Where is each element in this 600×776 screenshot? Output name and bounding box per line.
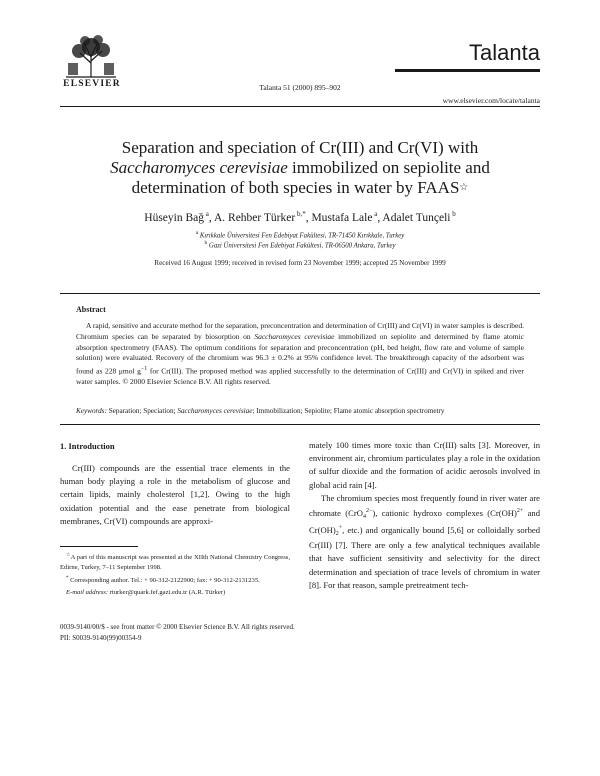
footnotes xyxy=(60,551,290,599)
footnote-conference xyxy=(60,551,290,572)
title-species-italic: Saccharomyces cerevisiae xyxy=(110,158,288,177)
journal-name: Talanta xyxy=(469,40,540,65)
elsevier-tree-logo xyxy=(60,33,122,85)
keywords-label: Keywords: xyxy=(76,407,107,415)
superscript: 2− xyxy=(365,508,373,515)
author-affiliation-mark[interactable]: b xyxy=(450,210,456,218)
keywords-species-italic: Saccharomyces cerevisiae xyxy=(177,407,253,415)
author-affiliation-mark[interactable]: a xyxy=(204,210,209,218)
keywords-part-2: ; Immobilization; Sepiolite; Flame atomic absorption spectrometry xyxy=(252,407,445,415)
affiliation-mark: b xyxy=(204,240,208,246)
title-line-3-text: determination of both species in water by FAAS xyxy=(131,178,460,197)
paragraph-text: , etc.) and organically bound [5,6] or colloidally sorbed Cr(III) [7]. There are only a few analytical techniques available that have sufficient sensitivity and selectivity for the direct determination and speciation of trace levels of chromium in water [8]. For that reason, sample pretreatment tech- xyxy=(309,524,540,590)
footnote-corresponding-text: Corresponding author. Tel.: + 90-312-2122900; fax: + 90-312-2131235. xyxy=(68,577,260,585)
subscript: 2 xyxy=(335,530,339,537)
title-line-1: Separation and speciation of Cr(III) and Cr(VI) with xyxy=(121,138,479,157)
footnote-email xyxy=(60,588,290,597)
abstract-unit-superscript: −1 xyxy=(140,366,148,373)
title-line-2 xyxy=(60,158,540,178)
tree-logo-icon xyxy=(60,33,122,79)
affiliation-mark: a xyxy=(195,230,199,236)
right-column xyxy=(309,439,540,592)
subscript: 4 xyxy=(362,513,366,520)
abstract-species-italic: Saccharomyces cerevisiae xyxy=(254,331,335,341)
title-line-3 xyxy=(60,178,540,198)
article-title xyxy=(60,138,540,198)
keywords xyxy=(76,407,524,415)
journal-citation: Talanta 51 (2000) 895–902 xyxy=(259,83,341,92)
affiliation-a xyxy=(0,230,600,239)
footnote-conference-text: A part of this manuscript was presented at the XIIth National Chemistry Congress, Edirne, Turkey, 7–11 September 1998. xyxy=(60,554,291,571)
header-divider xyxy=(60,106,540,107)
issn-block xyxy=(60,622,295,643)
superscript: + xyxy=(338,525,343,532)
abstract-heading: Abstract xyxy=(76,305,106,314)
footnote-star-mark: ☆ xyxy=(66,553,71,558)
affiliation-text: Gazi Üniversitesi Fen Edebiyat Fakültesi, TR-06500 Ankara, Turkey xyxy=(207,242,396,250)
journal-name-rule xyxy=(395,69,540,72)
email-label: E-mail address: xyxy=(66,588,109,596)
email-address[interactable]: rturker@quark.fef.gazi.edu.tr (A.R. Türker) xyxy=(108,588,226,596)
superscript: 2+ xyxy=(516,508,524,515)
author-affiliation-mark[interactable]: b,* xyxy=(295,210,306,218)
right-paragraph-2 xyxy=(309,492,540,592)
issn-line: 0039-9140/00/$ - see front matter © 2000 Elsevier Science B.V. All rights reserved. xyxy=(60,623,295,631)
pii-line: PII: S0039-9140(99)00354-9 xyxy=(60,633,142,642)
received-dates: Received 16 August 1999; received in revised form 23 November 1999; accepted 25 November 1999 xyxy=(154,259,446,267)
right-paragraph-1: mately 100 times more toxic than Cr(III) salts [3]. Moreover, in environment air, chromium particulates play a role in the oxidation of sulfur dioxide and the formation of acidic aerosols involved in global acid rain [4]. xyxy=(309,440,540,490)
left-column-paragraph: Cr(III) compounds are the essential trace elements in the human body playing a role in the metabolism of glucose and certain lipids, mainly cholesterol [1,2]. Owing to the high oxidation potential and the ease penetrate from biological membranes, Cr(VI) compounds are approxi- xyxy=(60,463,290,526)
abstract-part-2: immobilized on sepiolite and determined by flame atomic absorption spectrometry (FAAS). The optimum conditions for separation and preconcentration (pH, bed height, flow rate and volume of sample solution) were evaluated. Recovery of the chromium was 96.3 ± 0.2% at 95% confidence level. The breakthrough capacity of the adsorbent was found as 228 μmol g xyxy=(76,331,524,376)
affiliation-text: Kırıkkale Üniversitesi Fen Edebiyat Fakültesi, TR-71450 Kırıkkale, Turkey xyxy=(198,232,405,240)
author-name: , Mustafa Lale xyxy=(305,211,373,224)
abstract-top-divider xyxy=(60,293,540,294)
author-name: , Adalet Tunçeli xyxy=(377,211,451,224)
publisher-name: ELSEVIER xyxy=(63,79,121,89)
title-line-2-rest: immobilized on sepiolite and xyxy=(287,158,490,177)
section-heading-introduction: 1. Introduction xyxy=(60,441,115,451)
abstract-part-1: A rapid, sensitive and accurate method for the separation, preconcentration and determination of Cr(III) and Cr(VI) in water samples is described. Chromium species can be separated by biosorption on xyxy=(76,321,524,341)
footnote-divider xyxy=(60,546,138,547)
paragraph-text: The chromium species most frequently found in river water are chromate (CrO xyxy=(309,492,540,518)
journal-url[interactable]: www.elsevier.com/locate/talanta xyxy=(442,96,540,105)
abstract-text xyxy=(76,321,524,388)
paragraph-text: and Cr(OH) xyxy=(309,507,541,535)
author-affiliation-mark[interactable]: a xyxy=(372,210,378,218)
keywords-part-1: Separation; Speciation; xyxy=(106,407,178,415)
abstract-bottom-divider xyxy=(60,424,540,425)
title-footnote-star[interactable]: ☆ xyxy=(459,182,469,193)
abstract-part-3: for Cr(III). The proposed method was applied successfully to the determination of Cr(III) and Cr(VI) in spiked and river water samples. © 2000 Elsevier Science B.V. All rights reserved. xyxy=(76,366,524,387)
footnote-asterisk-mark: * xyxy=(66,576,69,581)
author-list xyxy=(0,210,600,224)
affiliation-b xyxy=(0,240,600,249)
footnote-corresponding xyxy=(60,574,290,586)
paragraph-text: ), cationic hydroxo complexes (Cr(OH) xyxy=(372,507,517,518)
author-name: Hüseyin Bağ xyxy=(144,211,204,224)
author-name: , A. Rehber Türker xyxy=(208,211,296,224)
